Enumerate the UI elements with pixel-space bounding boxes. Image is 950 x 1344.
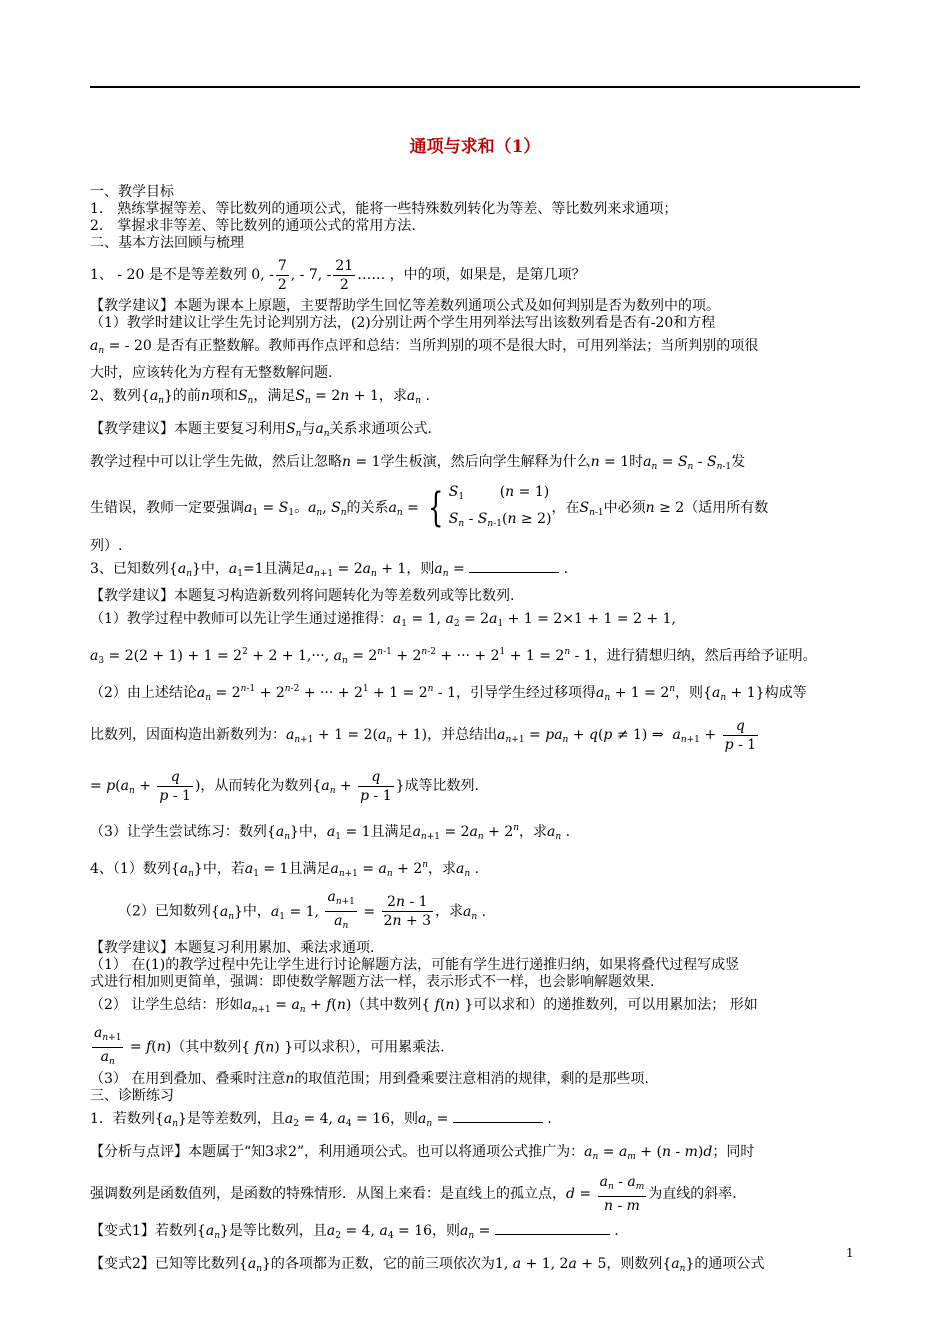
problem-2: 2、数列$\{a_n\}$的前n项和$S_n$，满足$S_n = 2n + 1$，求$a_n$ . — [90, 388, 430, 406]
math: $\{a_n\}$ — [140, 388, 173, 406]
math: { f(n) } — [421, 996, 474, 1013]
section-2-heading: 二、基本方法回顾与梳理 — [90, 235, 244, 251]
problem-4-text: （2） 让学生总结：形如$a_{n+1} = a_n + f(n)$（其中数列{ f(n) }可以求和）的递推数列，可以用累加法； 形如 — [90, 996, 758, 1015]
math: n = 1 — [590, 454, 630, 470]
problem-3-text: （3）让学生尝试练习：数列$\{a_n\}$中，$a_1 = 1$且满足$a_{n+1} = 2a_n + 2^n$，求$a_n$ . — [90, 823, 571, 842]
math: $a_n$ = — [460, 1222, 495, 1241]
problem-3-text: $a_3 = 2(2 + 1) + 1 = 2^2 + 2 + 1,\cdot\cdot\cdot$, $a_n = 2^{n-1} + 2^{n-2}$ + ··· + $2^1 + 1 = 2^n - 1$，进行猜想归纳，然后再给予证明。 — [90, 647, 817, 666]
math: $\{a_n + 1\}$ — [703, 685, 765, 703]
problem-3-text: （1）教学过程中教师可以先让学生通过递推得：$a_1 = 1$, $a_2 = 2a_1 + 1 = 2\times 1 + 1 = 2 + 1$, — [90, 611, 676, 629]
section-3-heading: 三、诊断练习 — [90, 1087, 174, 1104]
problem-4-text: 式进行相加则更简单，强调：即使数学解题方法一样，表示形式不一样，也会影响解题效果. — [90, 973, 655, 990]
problem-1-text: （1）教学时建议让学生先讨论判别方法，(2)分别让两个学生用列举法写出该数列看是否有-20和方程 — [90, 315, 716, 331]
math: $a_{n+1} = a_n + 2^n$ — [330, 860, 429, 879]
problem-3-suggestion: 【教学建议】本题复习构造新数列将问题转化为等差数列或等比数列. — [90, 588, 515, 604]
section-1-heading: 一、教学目标 — [90, 184, 174, 200]
math: 1, a + 1, 2a + 5 — [494, 1255, 607, 1272]
math: $a_n$ = — [434, 561, 470, 579]
problem-4-suggestion: 【教学建议】本题复习利用累加、乘法求通项. — [90, 939, 375, 956]
question-1: 1．若数列$\{a_n\}$是等差数列，且$a_2 = 4$, $a_4 = 16$，则$a_n$ = . — [90, 1110, 552, 1129]
problem-2-text: 教学过程中可以让学生先做，然后让忽略n = 1学生板演，然后向学生解释为什么n = 1时$a_n = S_n - S_{n-1}$发 — [90, 454, 746, 472]
math: $\{a_n\}$ — [210, 903, 243, 922]
math: $a_n$ = — [418, 1110, 453, 1129]
math: $\{a_n\}$ — [266, 824, 299, 842]
math: d = $\frac{a_n - a_m}{n - m}$ — [566, 1173, 645, 1214]
answer-blank — [495, 1221, 610, 1235]
problem-1: 1、 - 20 是不是等差数列 0, - $\frac{7}{2}$ , - 7, - $\frac{21}{2}$ …… ，中的项，如果是，是第几项？ — [90, 257, 586, 293]
math: $\frac{a_{n+1}}{a_n}$ = f(n) — [94, 1024, 172, 1067]
problem-4-text: （3） 在用到叠加、叠乘时注意n的取值范围；用到叠乘要注意相消的规律，剩的是那些项. — [90, 1070, 649, 1087]
variant-1: 【变式1】若数列$\{a_n\}$是等比数列，且$a_2 = 4$, $a_4 = 16$，则$a_n$ = . — [90, 1222, 619, 1241]
problem-3: 3、已知数列$\{a_n\}$中，$a_1=1$且满足$a_{n+1} = 2a_n + 1$，则$a_n$ = . — [90, 561, 569, 579]
math: $a_{n+1} + 1 = 2(a_n + 1)$ — [286, 727, 428, 745]
math: $a_n + 1 = 2^n$ — [596, 684, 676, 703]
header-rule — [90, 86, 860, 88]
math: $a_{n+1} = 2a_n + 2^n$ — [412, 823, 520, 842]
math: $a_1 = 1$, $\frac{a_{n+1}}{a_n}$ = $\frac{2n - 1}{2n + 3}$ — [270, 889, 432, 931]
math: $a_2 = 4$, $a_4 = 16$ — [284, 1110, 391, 1129]
math: $a_1 = 1$, $a_2 = 2a_1 + 1 = 2\times 1 + 1 = 2 + 1$, — [392, 611, 676, 629]
math: $a_n = S_n - S_{n-1}$ — [643, 454, 732, 472]
math: $a_{n+1} = a_n + f(n)$ — [243, 996, 352, 1015]
answer-blank — [469, 559, 559, 573]
math: n = 1 — [342, 454, 381, 470]
question-1-analysis: 强调数列是函数值列，是函数的特殊情形．从图上来看：是直线上的孤立点，d = $\frac{a_n - a_m}{n - m}$ 为直线的斜率. — [90, 1173, 737, 1214]
math: $a_n$ = { $S_1$ (n = 1) $S_n - S_{n-1}(n \ge 2)$ — [388, 484, 552, 531]
math: $a_n$ . — [547, 824, 571, 842]
math: {$a_n$ + $\frac{q}{p - 1}$ } — [312, 768, 405, 804]
math: $S_{n-1}$ — [579, 500, 604, 518]
math: = $p(a_n$ + $\frac{q}{p - 1}$ ) — [90, 768, 201, 804]
math: $S_n = 2n + 1$ — [295, 388, 379, 406]
problem-1-suggestion: 【教学建议】本题为课本上原题，主要帮助学生回忆等差数列通项公式及如何判别是否为数列中的项。 — [90, 298, 720, 314]
math: $a_n = a_m + (n - m)d$ — [584, 1143, 713, 1162]
math: $\{a_n\}$ — [238, 1255, 271, 1274]
problem-1-text: $a_n$ = - 20 是否有正整数解。教师再作点评和总结：当所判别的项不是很大时，可用列举法；当所判别的项很 — [90, 338, 759, 356]
variant-2: 【变式2】已知等比数列$\{a_n\}$的各项都为正数，它的前三项依次为1, a + 1, 2a + 5，则数列$\{a_n\}$的通项公式 — [90, 1255, 765, 1274]
math: - 20 — [117, 267, 145, 283]
math: $\{a_n\}$ — [662, 1255, 695, 1274]
problem-4-text: （1） 在(1)的教学过程中先让学生进行讨论解题方法，可能有学生进行递推归纳，如果将叠代过程写成竖 — [90, 956, 740, 973]
math: 0, - $\frac{7}{2}$ , - 7, - $\frac{21}{2}$ …… — [251, 257, 386, 293]
problem-3-text: 比数列，因面构造出新数列为：$a_{n+1} + 1 = 2(a_n + 1)$，并总结出$a_{n+1} = pa_n + q(p \ne 1)$ ⇒ $a_{n+1}$ + $\frac{q}{p - 1}$ — [90, 712, 865, 763]
problem-1-text: 大时，应该转化为方程有无整数解问题. — [90, 365, 333, 381]
math: $a_n$ . — [406, 388, 430, 406]
page-title: 通项与求和（1） — [409, 137, 541, 157]
math: $a_n$ = - 20 — [90, 338, 152, 356]
math: $a_n = 2^{n-1} + 2^{n-2}$ + ··· + $2^1 + 1 = 2^n - 1$ — [196, 684, 457, 703]
problem-3-text: = $p(a_n$ + $\frac{q}{p - 1}$ )，从而转化为数列{$a_n$ + $\frac{q}{p - 1}$ }成等比数列. — [90, 768, 480, 804]
math: n ≥ 2 — [645, 500, 685, 516]
goal-2: 2． 掌握求非等差、等比数列的通项公式的常用方法. — [90, 218, 416, 234]
problem-4-part-2: （2）已知数列$\{a_n\}$中，$a_1 = 1$, $\frac{a_{n+1}}{a_n}$ = $\frac{2n - 1}{2n + 3}$ ，求$a_n$ . — [118, 889, 487, 931]
math: $a_1 = S_1$。$a_n$, $S_n$ — [244, 500, 347, 518]
document-body — [90, 184, 865, 1283]
goal-1: 1． 熟练掌握等差、等比数列的通项公式，能将一些特殊数列转化为等差、等比数列来求通项； — [90, 201, 678, 217]
math: $S_n$ — [286, 421, 302, 439]
problem-2-text: 生错误，教师一定要强调$a_1 = S_1$。$a_n$, $S_n$的关系$a_n$ = { $S_1$ (n = 1) $S_n - S_{n-1}(n \ge 2)$ ，在$S_{n-1}$中必须n ≥ 2（适用所有数 — [90, 484, 769, 531]
page-number: 1 — [846, 1246, 854, 1260]
problem-4: 4、（1）数列$\{a_n\}$中，若$a_1 = 1$且满足$a_{n+1} = a_n + 2^n$，求$a_n$ . — [90, 860, 480, 879]
math: $a_3 = 2(2 + 1) + 1 = 2^2 + 2 + 1,\cdot\cdot\cdot$, $a_n = 2^{n-1} + 2^{n-2}$ + ··· + $2^1 + 1 = 2^n - 1$ — [90, 647, 593, 666]
math: $a_2 = 4$, $a_4 = 16$ — [326, 1222, 433, 1241]
math: $a_1 = 1$ — [326, 824, 371, 842]
question-1-analysis: 【分析与点评】本题属于“知3求2”，利用通项公式。也可以将通项公式推广为：$a_n = a_m + (n - m)d$；同时 — [90, 1143, 755, 1162]
math: $S_n$ — [237, 388, 254, 406]
math: $a_{n+1} = pa_n + q(p \ne 1)$ ⇒ $a_{n+1}$ + $\frac{q}{p - 1}$ — [497, 717, 757, 753]
math: $a_n$ — [315, 421, 330, 439]
problem-4-text: $\frac{a_{n+1}}{a_n}$ = f(n)（其中数列{ f(n) }可以求积），可用累乘法. — [90, 1024, 865, 1071]
math: $a_{n+1} = 2a_n + 1$ — [305, 561, 407, 579]
problem-3-text: （2）由上述结论$a_n = 2^{n-1} + 2^{n-2}$ + ··· + $2^1 + 1 = 2^n - 1$，引导学生经过移项得$a_n + 1 = 2^n$，则$\{a_n + 1\}$构成等 — [90, 684, 807, 703]
problem-2-text: 列）. — [90, 538, 123, 554]
math: $a_1=1$ — [228, 561, 264, 579]
problem-2-suggestion: 【教学建议】本题主要复习利用$S_n$与$a_n$关系求通项公式. — [90, 421, 432, 439]
math: $\{a_n\}$ — [170, 861, 203, 879]
answer-blank — [453, 1109, 543, 1123]
math: $a_1 = 1$ — [244, 861, 289, 879]
math: $a_n$ . — [463, 903, 487, 922]
math: $\{a_n\}$ — [196, 1222, 229, 1241]
math: $\{a_n\}$ — [154, 1110, 187, 1129]
math: $a_n$ . — [456, 861, 480, 879]
math: { f(n) } — [241, 1039, 294, 1055]
math: $\{a_n\}$ — [168, 561, 201, 579]
